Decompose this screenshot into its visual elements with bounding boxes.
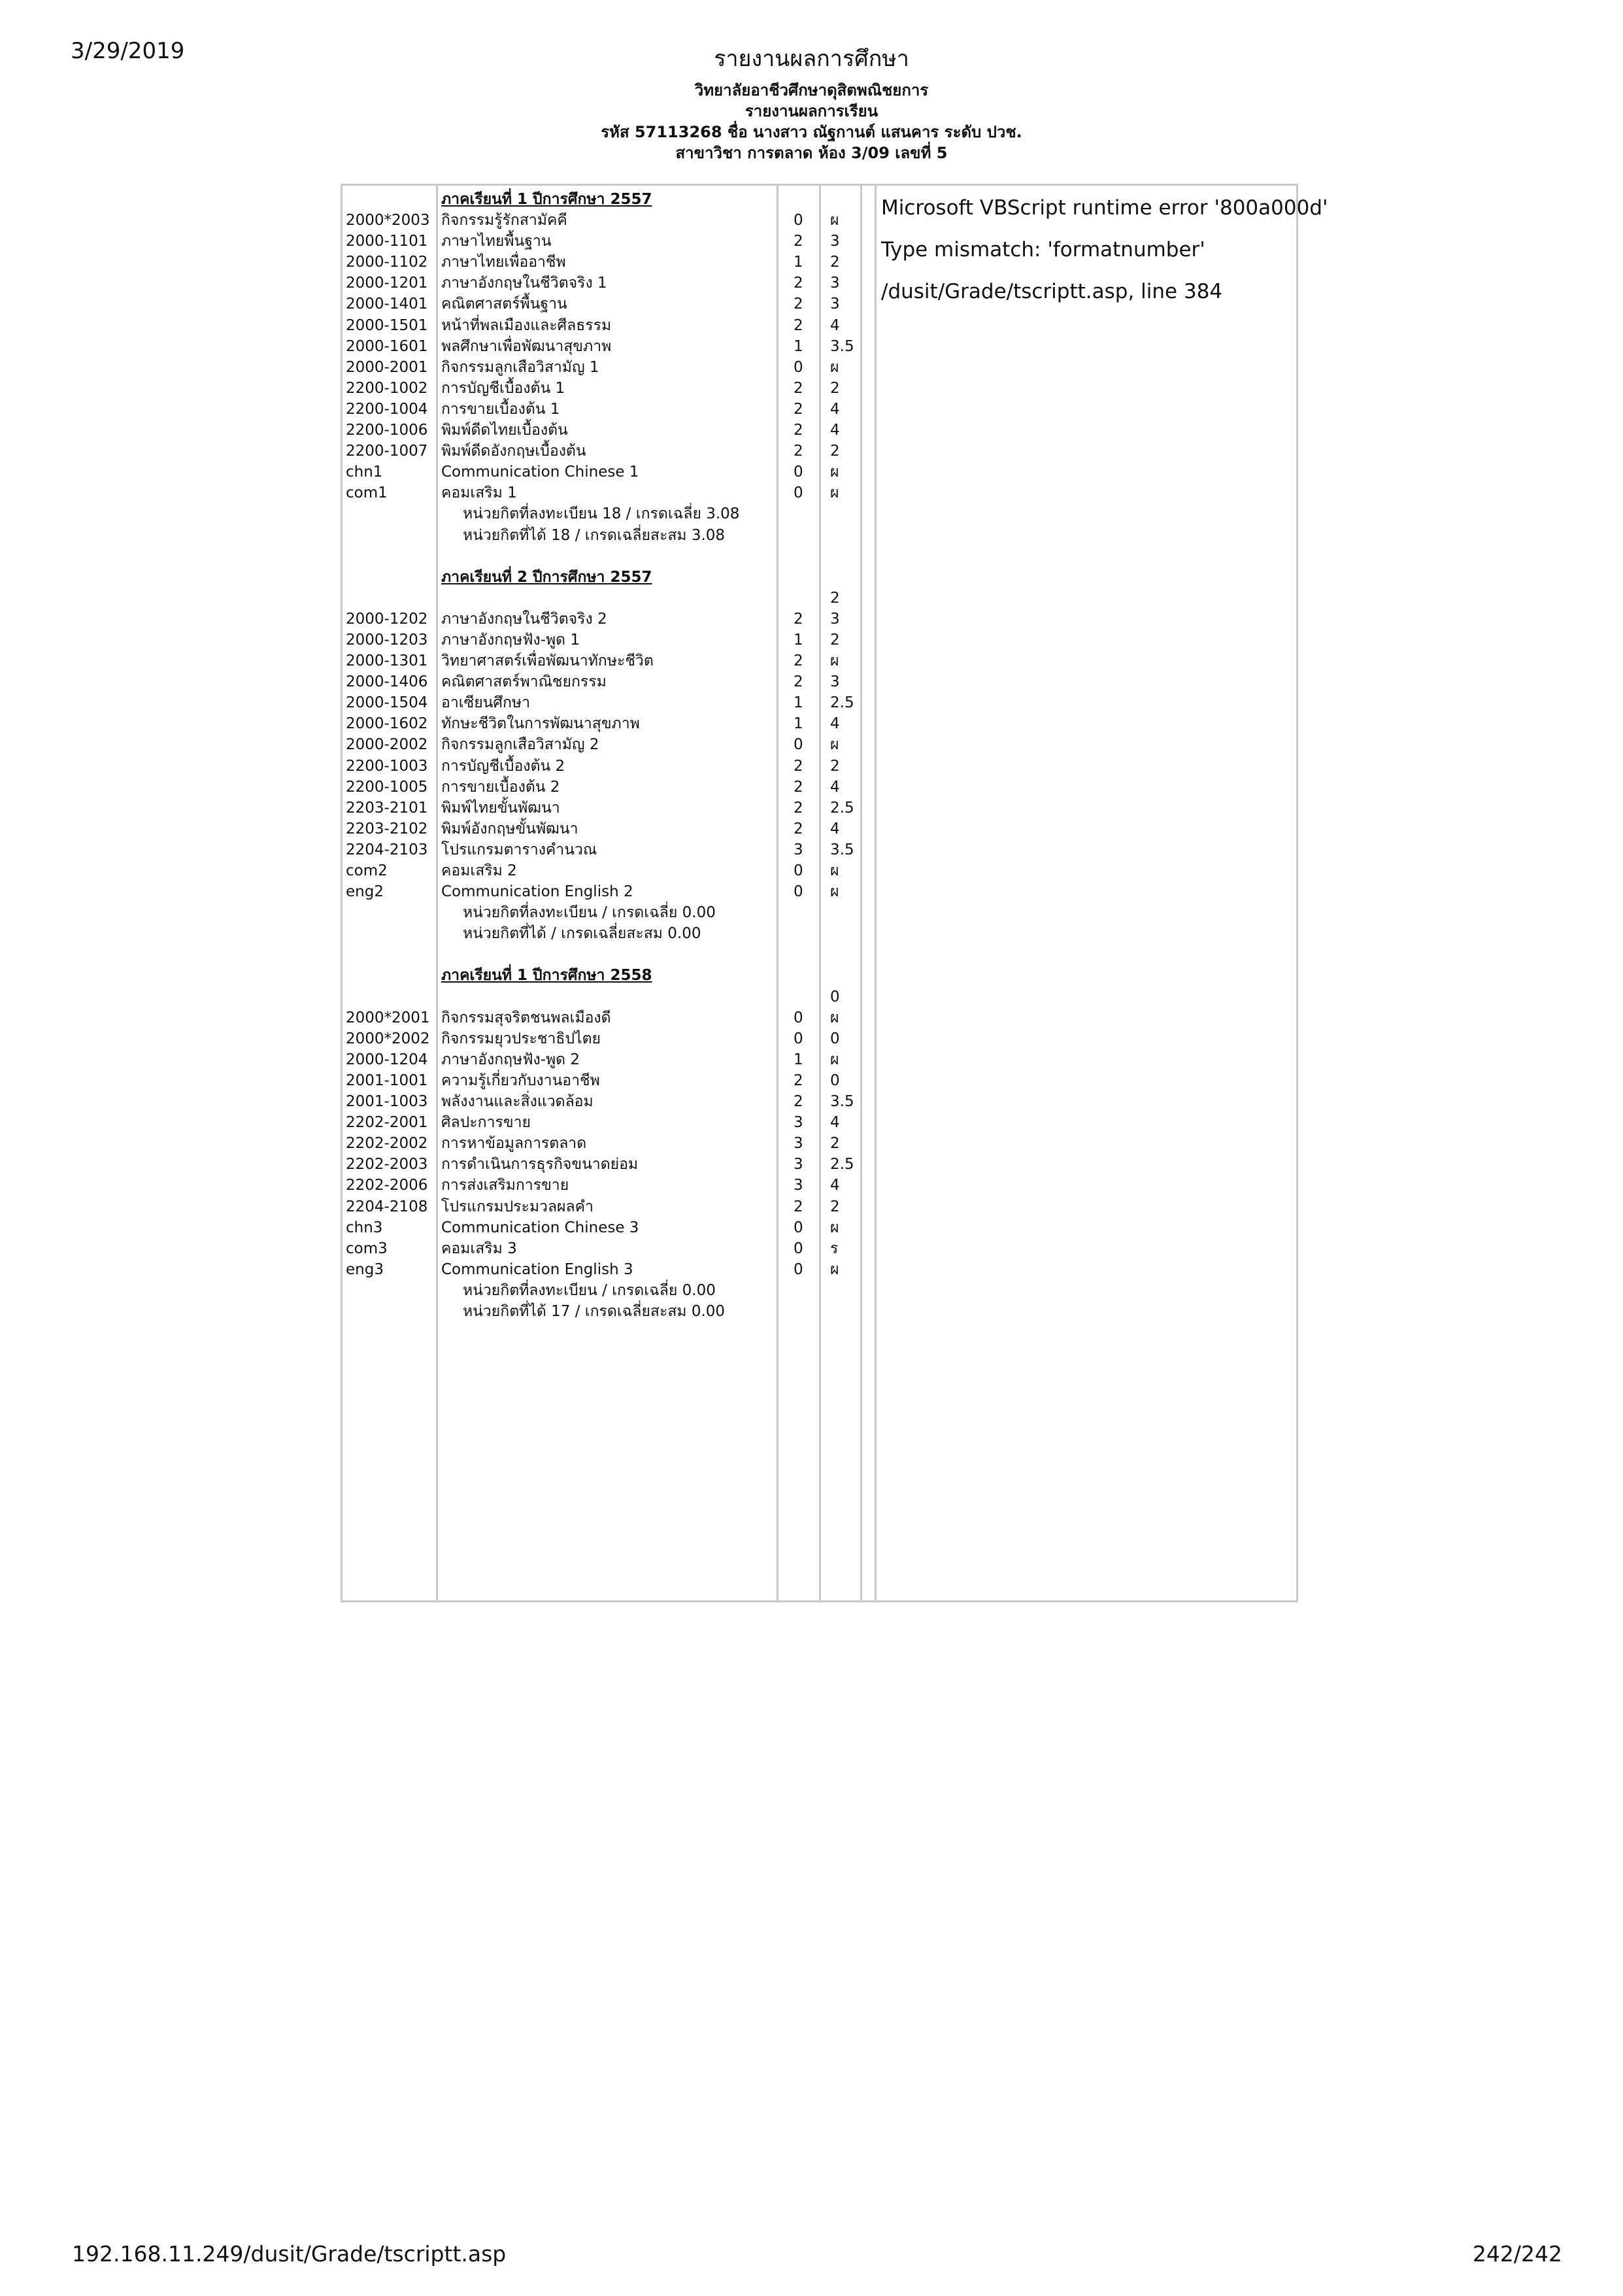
course-credit: 2 [794, 820, 803, 837]
page-title: รายงานผลการศึกษา [714, 46, 909, 72]
course-code: com3 [346, 1240, 388, 1257]
course-name: กิจกรรมลูกเสือวิสามัญ 1 [441, 358, 599, 376]
print-date: 3/29/2019 [71, 38, 185, 64]
course-name: Communication English 2 [441, 883, 633, 901]
error-location: /dusit/Grade/tscriptt.asp, line 384 [881, 280, 1223, 303]
course-grade: 0 [830, 1030, 840, 1047]
semester-title: ภาคเรียนที่ 1 ปีการศึกษา 2557 [441, 191, 652, 208]
course-row [346, 1133, 869, 1154]
course-code: 2202-2001 [346, 1114, 428, 1132]
course-name: การขายเบื้องต้น 1 [441, 400, 560, 418]
course-row [346, 839, 869, 860]
course-code: 2000-1501 [346, 316, 428, 334]
course-code: 2000*2001 [346, 1009, 430, 1026]
course-grade: 3.5 [830, 841, 854, 858]
course-row [346, 713, 869, 734]
course-code: 2000-1406 [346, 673, 428, 691]
course-row [346, 860, 869, 881]
course-grade: 4 [830, 400, 840, 418]
course-credit: 3 [794, 1135, 803, 1153]
course-credit: 3 [794, 1156, 803, 1173]
course-code: 2000-1602 [346, 715, 428, 733]
course-credit: 0 [794, 736, 803, 754]
course-row [346, 462, 869, 482]
semester-heading [346, 189, 869, 210]
course-grade: ผ [830, 1009, 839, 1026]
course-credit: 2 [794, 778, 803, 796]
course-code: 2200-1007 [346, 443, 428, 460]
course-credit: 2 [794, 673, 803, 691]
course-code: 2000-1201 [346, 275, 428, 292]
course-credit: 1 [794, 715, 803, 733]
course-grade: 2.5 [830, 799, 854, 817]
course-credit: 0 [794, 883, 803, 901]
course-code: 2200-1002 [346, 379, 428, 397]
course-name: คณิตศาสตร์พาณิชยกรรม [441, 673, 607, 691]
course-credit: 1 [794, 254, 803, 271]
course-code: chn3 [346, 1219, 383, 1236]
semester-summary [346, 1301, 869, 1322]
course-code: 2000-1101 [346, 233, 428, 250]
course-code: 2200-1004 [346, 400, 428, 418]
course-grade: ผ [830, 212, 839, 229]
course-row [346, 482, 869, 503]
course-name: ภาษาอังกฤษในชีวิตจริง 1 [441, 275, 607, 292]
course-credit: 1 [794, 631, 803, 649]
course-grade: ผ [830, 736, 839, 754]
course-credit: 0 [794, 862, 803, 879]
course-code: 2000-1401 [346, 295, 428, 313]
course-credit: 2 [794, 1198, 803, 1215]
course-row [346, 1007, 869, 1028]
course-credit: 2 [794, 610, 803, 628]
course-credit: 2 [794, 443, 803, 460]
course-row [346, 1070, 869, 1091]
report-name: รายงานผลการเรียน [745, 102, 878, 120]
course-row [346, 777, 869, 798]
semester-heading [346, 567, 869, 588]
semester-summary [346, 503, 869, 524]
course-code: 2204-2103 [346, 841, 428, 858]
course-code: 2001-1003 [346, 1093, 428, 1111]
course-credit: 0 [794, 1009, 803, 1026]
semester-summary [346, 902, 869, 923]
course-row [346, 819, 869, 839]
course-grade: 2.5 [830, 694, 854, 712]
course-name: คอมเสริม 2 [441, 862, 517, 879]
course-code: 2000*2003 [346, 212, 430, 229]
course-grade: 2 [830, 443, 840, 460]
course-credit: 0 [794, 484, 803, 502]
course-code: 2000-1504 [346, 694, 428, 712]
course-name: พลังงานและสิ่งแวดล้อม [441, 1093, 594, 1111]
course-grade: 3.5 [830, 337, 854, 355]
course-code: eng3 [346, 1260, 384, 1278]
course-code: chn1 [346, 464, 383, 481]
course-grade: 3 [830, 275, 840, 292]
course-code: 2202-2006 [346, 1177, 428, 1194]
course-name: พิมพ์อังกฤษขั้นพัฒนา [441, 820, 578, 837]
course-grade: 0 [830, 1072, 840, 1089]
course-code: 2000-1102 [346, 254, 428, 271]
course-row [346, 1259, 869, 1280]
course-grade: 4 [830, 820, 840, 837]
course-credit: 2 [794, 316, 803, 334]
course-grade: 4 [830, 316, 840, 334]
course-credit: 2 [794, 1072, 803, 1089]
course-row [346, 1028, 869, 1049]
course-row [346, 630, 869, 650]
course-grade: 4 [830, 1177, 840, 1194]
course-code: 2000*2002 [346, 1030, 430, 1047]
course-credit: 2 [794, 799, 803, 817]
course-row [346, 650, 869, 671]
course-credit: 2 [794, 295, 803, 313]
course-name: ภาษาไทยพื้นฐาน [441, 233, 552, 250]
course-name: คณิตศาสตร์พื้นฐาน [441, 295, 567, 313]
course-credit: 3 [794, 1177, 803, 1194]
course-name: การดำเนินการธุรกิจขนาดย่อม [441, 1156, 639, 1173]
course-row [346, 1175, 869, 1196]
transcript-rows [346, 189, 869, 1322]
semester-title: ภาคเรียนที่ 1 ปีการศึกษา 2558 [441, 967, 652, 985]
course-row [346, 315, 869, 336]
course-code: 2000-1301 [346, 652, 428, 670]
course-code: eng2 [346, 883, 384, 901]
course-row [346, 1091, 869, 1112]
course-code: com1 [346, 484, 388, 502]
course-name: การส่งเสริมการขาย [441, 1177, 569, 1194]
course-row [346, 1112, 869, 1133]
course-name: อาเซียนศึกษา [441, 694, 531, 712]
course-credit: 0 [794, 358, 803, 376]
semester-title: ภาคเรียนที่ 2 ปีการศึกษา 2557 [441, 568, 652, 586]
course-grade: 3 [830, 610, 840, 628]
course-grade: ผ [830, 1260, 839, 1278]
course-grade: ผ [830, 464, 839, 481]
course-row [346, 1217, 869, 1238]
course-grade: 3 [830, 233, 840, 250]
course-row [346, 1154, 869, 1175]
course-credit: 2 [794, 757, 803, 775]
course-credit: 0 [794, 1030, 803, 1047]
course-code: 2202-2003 [346, 1156, 428, 1173]
summary-text: หน่วยกิตที่ลงทะเบียน / เกรดเฉลี่ย 0.00 [463, 1281, 716, 1299]
course-row [346, 399, 869, 420]
course-code: 2204-2108 [346, 1198, 428, 1215]
course-row [346, 881, 869, 902]
class-info: สาขาวิชา การตลาด ห้อง 3/09 เลขที่ 5 [675, 144, 948, 162]
summary-text: หน่วยกิตที่ลงทะเบียน 18 / เกรดเฉลี่ย 3.08 [463, 505, 740, 523]
course-name: การบัญชีเบื้องต้น 2 [441, 757, 565, 775]
course-grade: 4 [830, 778, 840, 796]
course-name: Communication English 3 [441, 1260, 633, 1278]
course-grade: 3.5 [830, 1093, 854, 1111]
course-name: โปรแกรมประมวลผลคำ [441, 1198, 594, 1215]
course-name: ทักษะชีวิตในการพัฒนาสุขภาพ [441, 715, 640, 733]
course-row [346, 798, 869, 819]
course-code: 2202-2002 [346, 1135, 428, 1153]
course-credit: 0 [794, 1260, 803, 1278]
course-grade: ร [830, 1240, 839, 1257]
course-row [346, 1238, 869, 1259]
course-grade: 3 [830, 295, 840, 313]
course-credit: 0 [794, 1240, 803, 1257]
course-row [346, 987, 869, 1007]
course-code: 2000-1204 [346, 1051, 428, 1068]
course-name: หน้าที่พลเมืองและศีลธรรม [441, 316, 612, 334]
course-credit: 0 [794, 464, 803, 481]
course-row [346, 252, 869, 273]
course-grade: ผ [830, 1051, 839, 1068]
course-credit: 1 [794, 694, 803, 712]
course-grade: ผ [830, 862, 839, 879]
course-name: Communication Chinese 3 [441, 1219, 639, 1236]
error-detail: Type mismatch: 'formatnumber' [881, 238, 1205, 262]
semester-summary [346, 1280, 869, 1301]
course-code: 2200-1005 [346, 778, 428, 796]
course-name: พิมพ์ไทยขั้นพัฒนา [441, 799, 560, 817]
course-grade: 2 [830, 379, 840, 397]
course-name: พิมพ์ดีดอังกฤษเบื้องต้น [441, 443, 586, 460]
course-grade: 4 [830, 715, 840, 733]
course-grade: ผ [830, 1219, 839, 1236]
error-message [881, 187, 1328, 312]
course-code: 2203-2102 [346, 820, 428, 837]
course-code: 2000-2001 [346, 358, 428, 376]
course-name: การขายเบื้องต้น 2 [441, 778, 560, 796]
course-name: การบัญชีเบื้องต้น 1 [441, 379, 565, 397]
course-credit: 3 [794, 1114, 803, 1132]
course-name: วิทยาศาสตร์เพื่อพัฒนาทักษะชีวิต [441, 652, 654, 670]
report-header [0, 80, 1623, 163]
course-row [346, 273, 869, 294]
course-name: ภาษาอังกฤษฟัง-พูด 2 [441, 1051, 580, 1068]
course-credit: 0 [794, 1219, 803, 1236]
course-row [346, 357, 869, 378]
course-grade: 3 [830, 673, 840, 691]
course-name: Communication Chinese 1 [441, 464, 639, 481]
course-row [346, 441, 869, 462]
course-grade: 2.5 [830, 1156, 854, 1173]
course-grade: 2 [830, 757, 840, 775]
course-credit: 1 [794, 1051, 803, 1068]
course-name: คอมเสริม 3 [441, 1240, 517, 1257]
course-code: 2000-1601 [346, 337, 428, 355]
course-name: กิจกรรมลูกเสือวิสามัญ 2 [441, 736, 599, 754]
course-row [346, 210, 869, 231]
course-credit: 2 [794, 275, 803, 292]
course-row [346, 378, 869, 399]
course-code: 2200-1006 [346, 422, 428, 439]
course-grade: 4 [830, 422, 840, 439]
blank-row [346, 546, 869, 567]
course-code: 2000-2002 [346, 736, 428, 754]
course-row [346, 336, 869, 357]
course-grade: ผ [830, 484, 839, 502]
course-credit: 0 [794, 212, 803, 229]
course-grade: 0 [830, 988, 840, 1005]
blank-row [346, 944, 869, 965]
course-name: การหาข้อมูลการตลาด [441, 1135, 587, 1153]
page-url: 192.168.11.249/dusit/Grade/tscriptt.asp [72, 2241, 507, 2267]
course-credit: 3 [794, 841, 803, 858]
course-name: ภาษาไทยเพื่ออาชีพ [441, 254, 566, 271]
course-name: คอมเสริม 1 [441, 484, 517, 502]
course-grade: 2 [830, 631, 840, 649]
course-credit: 2 [794, 652, 803, 670]
course-grade: 4 [830, 1114, 840, 1132]
course-row [346, 1196, 869, 1217]
course-credit: 2 [794, 422, 803, 439]
course-name: พลศึกษาเพื่อพัฒนาสุขภาพ [441, 337, 612, 355]
course-name: กิจกรรมยุวประชาธิปไตย [441, 1030, 601, 1047]
course-row [346, 609, 869, 630]
course-credit: 2 [794, 379, 803, 397]
page-number: 242/242 [1472, 2241, 1562, 2267]
summary-text: หน่วยกิตที่ลงทะเบียน / เกรดเฉลี่ย 0.00 [463, 904, 716, 922]
course-name: ภาษาอังกฤษในชีวิตจริง 2 [441, 610, 607, 628]
college-name: วิทยาลัยอาชีวศึกษาดุสิตพณิชยการ [694, 81, 929, 99]
semester-heading [346, 965, 869, 986]
course-code: 2200-1003 [346, 757, 428, 775]
course-row [346, 756, 869, 777]
course-row [346, 734, 869, 755]
course-grade: ผ [830, 883, 839, 901]
course-code: com2 [346, 862, 388, 879]
summary-text: หน่วยกิตที่ได้ / เกรดเฉลี่ยสะสม 0.00 [463, 925, 701, 943]
error-title: Microsoft VBScript runtime error '800a000d' [881, 196, 1328, 220]
course-name: ภาษาอังกฤษฟัง-พูด 1 [441, 631, 580, 649]
course-row [346, 671, 869, 692]
course-grade: 2 [830, 254, 840, 271]
course-grade: ผ [830, 652, 839, 670]
course-name: กิจกรรมรู้รักสามัคคี [441, 212, 567, 229]
course-name: พิมพ์ดีดไทยเบื้องต้น [441, 422, 568, 439]
course-grade: 2 [830, 1198, 840, 1215]
course-credit: 1 [794, 337, 803, 355]
course-name: ศิลปะการขาย [441, 1114, 531, 1132]
course-name: ความรู้เกี่ยวกับงานอาชีพ [441, 1072, 600, 1089]
semester-summary [346, 525, 869, 546]
course-code: 2001-1001 [346, 1072, 428, 1089]
semester-summary [346, 923, 869, 944]
course-row [346, 588, 869, 609]
course-row [346, 692, 869, 713]
course-code: 2000-1203 [346, 631, 428, 649]
course-name: โปรแกรมตารางคำนวณ [441, 841, 597, 858]
course-grade: ผ [830, 358, 839, 376]
course-grade: 2 [830, 589, 840, 607]
course-credit: 2 [794, 1093, 803, 1111]
summary-text: หน่วยกิตที่ได้ 17 / เกรดเฉลี่ยสะสม 0.00 [463, 1302, 726, 1320]
course-row [346, 294, 869, 314]
course-name: กิจกรรมสุจริตชนพลเมืองดี [441, 1009, 611, 1026]
course-row [346, 231, 869, 252]
course-credit: 2 [794, 233, 803, 250]
course-grade: 2 [830, 1135, 840, 1153]
column-divider [875, 186, 877, 1600]
course-code: 2203-2101 [346, 799, 428, 817]
course-code: 2000-1202 [346, 610, 428, 628]
student-info: รหัส 57113268 ชื่อ นางสาว ณัฐกานต์ แสนคาร ระดับ ปวช. [601, 123, 1022, 141]
course-credit: 2 [794, 400, 803, 418]
summary-text: หน่วยกิตที่ได้ 18 / เกรดเฉลี่ยสะสม 3.08 [463, 526, 726, 544]
course-row [346, 420, 869, 441]
course-row [346, 1049, 869, 1070]
